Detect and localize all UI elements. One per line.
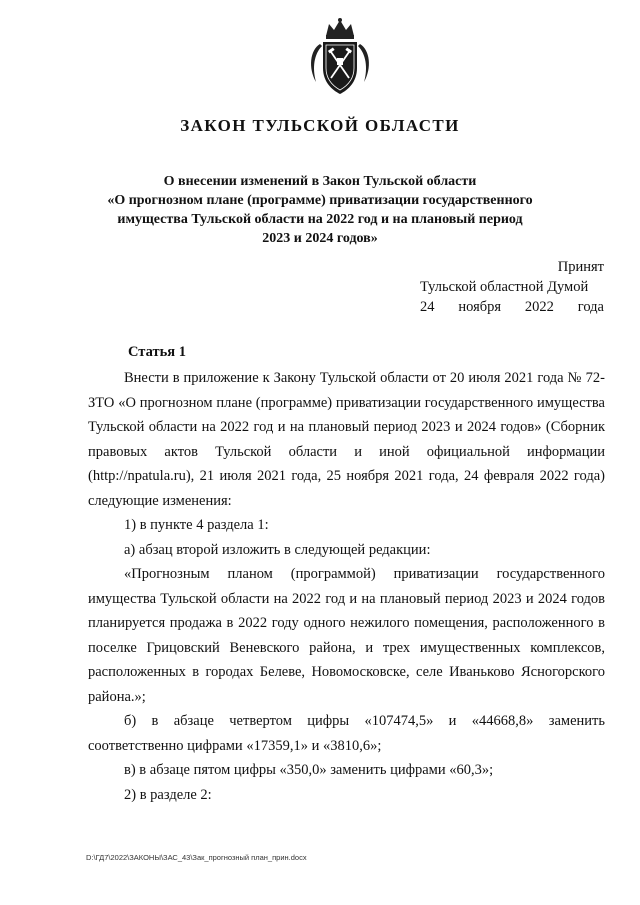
law-title: ЗАКОН ТУЛЬСКОЙ ОБЛАСТИ — [180, 116, 460, 135]
subtitle-line: 2023 и 2024 годов» — [262, 231, 378, 246]
article-paragraph: 1) в пункте 4 раздела 1: — [124, 517, 269, 533]
subtitle-line: имущества Тульской области на 2022 год и на плановый период — [117, 212, 523, 227]
tula-coat-of-arms-icon — [298, 16, 382, 100]
adopted-label: Принят — [557, 259, 604, 275]
article-paragraph: в) в абзаце пятом цифры «350,0» заменить цифрами «60,3»; — [124, 762, 494, 778]
article-paragraph: Внести в приложение к Закону Тульской области от 20 июля 2021 года № 72-ЗТО «О прогнозном плане (программе) приватизации государственного имущества Тульской области на 2022 год и на плановый период 2023 и 2024 годов» (Сборник правовых актов Тульской области и иной официальной информации (http://npatula.ru), 21 июля 2021 года, 25 ноября 2021 года, 24 февраля 2022 года) следующие изменения: — [88, 370, 605, 509]
file-path-footer: D:\ГД7\2022\ЗАКОНЫ\ЗАС_43\Зак_прогнозный план_прин.docx — [86, 853, 307, 862]
article-paragraph: а) абзац второй изложить в следующей редакции: — [124, 541, 431, 558]
adoption-date — [420, 297, 604, 317]
adoption-day: 24 — [420, 299, 435, 315]
subtitle-line: О внесении изменений в Закон Тульской области — [163, 174, 477, 189]
article-heading: Статья 1 — [128, 344, 186, 360]
adoption-year-word: года — [577, 299, 604, 315]
adopted-by: Тульской областной Думой — [420, 279, 589, 295]
adoption-year: 2022 — [524, 299, 554, 315]
article-paragraph: б) в абзаце четвертом цифры «107474,5» и «44668,8» заменить соответственно цифрами «17359,1» и «3810,6»; — [88, 713, 605, 754]
article-paragraph: «Прогнозным планом (программой) приватизации государственного имущества Тульской области на 2022 год и на плановый период 2023 и 2024 годов планируется продажа в 2022 году одного нежилого помещения, расположенного в поселке Грицовский Веневского района, и трех имущественных комплексов, расположенных в городах Белеве, Новомосковске, селе Иваньково Ясногорского района.»; — [88, 566, 605, 705]
article-paragraph: 2) в разделе 2: — [124, 786, 212, 803]
law-subtitle — [100, 172, 540, 248]
adoption-month: ноября — [458, 299, 502, 315]
adoption-block — [420, 257, 604, 317]
article-body — [88, 366, 605, 807]
subtitle-line: «О прогнозном плане (программе) приватизации государственного — [107, 193, 533, 208]
